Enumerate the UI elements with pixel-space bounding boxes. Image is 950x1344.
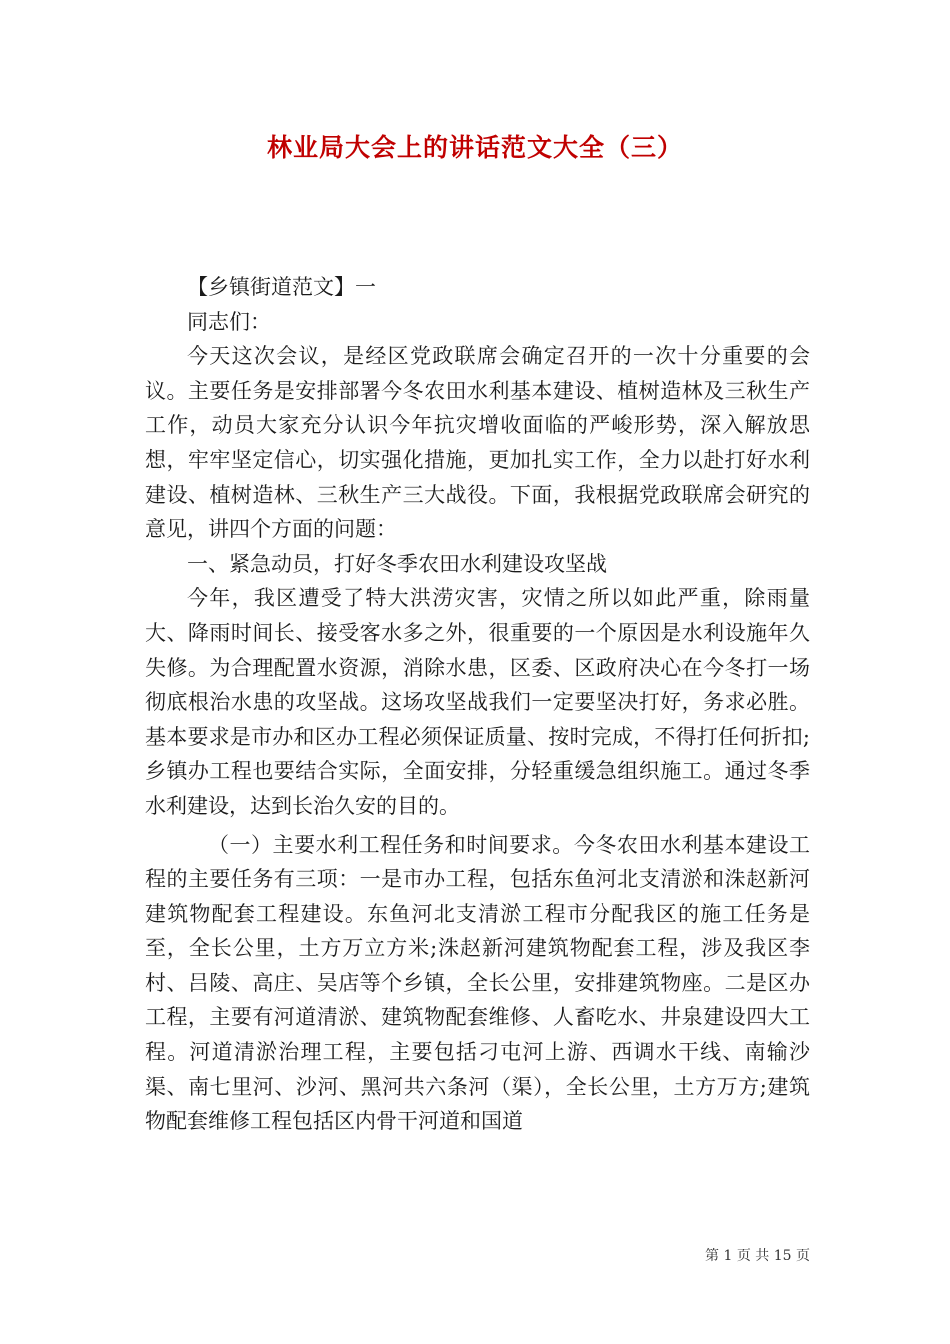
paragraph-flood: 今年，我区遭受了特大洪涝灾害，灾情之所以如此严重，除雨量大、降雨时间长、接受客水多之外，很重要的一个原因是水利设施年久失修。为合理配置水资源，消除水患，区委、区政府决心在今冬打一场彻底根治水患的攻坚战。这场攻坚战我们一定要坚决打好，务求必胜。基本要求是市办和区办工程必须保证质量、按时完成，不得打任何折扣;乡镇办工程也要结合实际，全面安排，分轻重缓急组织施工。通过冬季水利建设，达到长治久安的目的。 xyxy=(145,586,810,818)
page-number: 第 1 页 共 15 页 xyxy=(705,1248,810,1264)
paragraph-category: 【乡镇街道范文】一 xyxy=(187,275,376,299)
paragraph-tasks: （一）主要水利工程任务和时间要求。今冬农田水利基本建设工程的主要任务有三项：一是市办工程，包括东鱼河北支清淤和洙赵新河建筑物配套工程建设。东鱼河北支清淤工程市分配我区的施工任务是至，全长公里，土方万立方米;洙赵新河建筑物配套工程，涉及我区李村、吕陵、高庄、吴店等个乡镇，全长公里，安排建筑物座。二是区办工程，主要有河道清淤、建筑物配套维修、人畜吃水、井泉建设四大工程。河道清淤治理工程，主要包括刁屯河上游、西调水干线、南输沙渠、南七里河、沙河、黑河共六条河（渠），全长公里，土方万方;建筑物配套维修工程包括区内骨干河道和国道 xyxy=(145,832,810,1134)
document-body xyxy=(145,270,810,1139)
paragraph-intro: 今天这次会议，是经区党政联席会确定召开的一次十分重要的会议。主要任务是安排部署今冬农田水利基本建设、植树造林及三秋生产工作，动员大家充分认识今年抗灾增收面临的严峻形势，深入解放思想，牢牢坚定信心，切实强化措施，更加扎实工作，全力以赴打好水利建设、植树造林、三秋生产三大战役。下面，我根据党政联席会研究的意见，讲四个方面的问题： xyxy=(145,344,810,542)
document-title: 林业局大会上的讲话范文大全（三） xyxy=(266,133,683,162)
section-heading-one: 一、紧急动员，打好冬季农田水利建设攻坚战 xyxy=(187,551,607,576)
paragraph-salutation: 同志们： xyxy=(187,309,271,334)
